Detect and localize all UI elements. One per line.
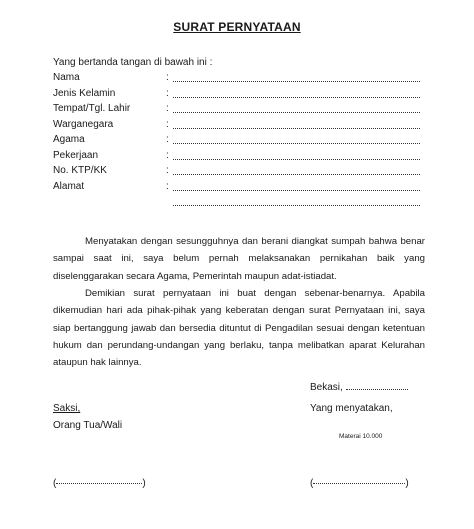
stamp-note: Materai 10.000: [339, 433, 383, 440]
field-nama: [53, 70, 433, 86]
city-label: Bekasi,: [310, 382, 343, 393]
field-jenis-kelamin: [53, 86, 433, 102]
field-colon: :: [166, 87, 169, 99]
field-blank: [173, 81, 420, 82]
field-blank: [173, 143, 420, 144]
field-tempat-tgl-lahir: [53, 101, 433, 117]
field-label: Pekerjaan: [53, 149, 99, 161]
field-label: No. KTP/KK: [53, 165, 107, 176]
guardian-label: Orang Tua/Wali: [53, 420, 123, 431]
field-colon: :: [166, 165, 169, 176]
field-blank: [173, 174, 420, 175]
paren-close: ): [405, 478, 409, 489]
field-agama: [53, 132, 433, 148]
declarant-signature-line: [310, 478, 409, 489]
field-label: Warganegara: [53, 118, 114, 130]
field-blank: [173, 159, 420, 160]
statement-text: Menyatakan dengan sesungguhnya dan berani diangkat sumpah bahwa benar sampai saat ini, saya belum pernah melaksanakan pernikahan baik yang diselenggarakan secara Agama, Pemerintah maupun adat-istiadat.: [53, 236, 425, 282]
field-colon: :: [166, 103, 169, 114]
field-pekerjaan: [53, 148, 433, 164]
paren-open: (: [53, 478, 57, 489]
identity-fields: [53, 70, 433, 210]
field-alamat-continued: [53, 194, 433, 210]
field-label: Jenis Kelamin: [53, 87, 116, 99]
field-warganegara: [53, 117, 433, 133]
field-blank: [173, 205, 420, 206]
field-label: Tempat/Tgl. Lahir: [53, 103, 131, 114]
field-no-ktp-kk: [53, 163, 433, 179]
field-label: Nama: [53, 72, 80, 83]
field-colon: :: [166, 118, 169, 130]
signature-blank: [56, 483, 142, 484]
field-blank: [173, 190, 420, 191]
intro-text: Yang bertanda tangan di bawah ini :: [53, 57, 213, 68]
field-blank: [173, 97, 420, 98]
signature-blank: [313, 483, 405, 484]
witness-signature-line: [53, 478, 146, 489]
witness-label: Saksi,: [53, 403, 81, 414]
field-label: Agama: [53, 134, 85, 145]
place-date-line: [310, 382, 408, 393]
field-colon: :: [166, 180, 169, 192]
date-blank: [346, 389, 408, 390]
document-title: SURAT PERNYATAAN: [173, 20, 301, 34]
field-alamat: [53, 179, 433, 195]
field-colon: :: [166, 72, 169, 83]
field-colon: :: [166, 134, 169, 145]
statement-paragraph: [53, 233, 425, 285]
declarant-label: Yang menyatakan,: [310, 403, 393, 414]
paren-open: (: [310, 478, 314, 489]
field-blank: [173, 112, 420, 113]
closing-text: Demikian surat pernyataan ini buat dengan sebenar-benarnya. Apabila dikemudian hari ada pihak-pihak yang keberatan dengan surat Pernyataan ini, saya siap bertanggung jawab dan bersedia dituntut di Pengadilan sesuai dengan ketentuan hukum dan perundang-undangan yang berlaku, tanpa melibatkan aparat Kelurahan ataupun hak lainnya.: [53, 288, 425, 369]
field-colon: :: [166, 149, 169, 161]
field-blank: [173, 128, 420, 129]
paren-close: ): [142, 478, 146, 489]
field-label: Alamat: [53, 180, 85, 192]
closing-paragraph: [53, 285, 425, 371]
